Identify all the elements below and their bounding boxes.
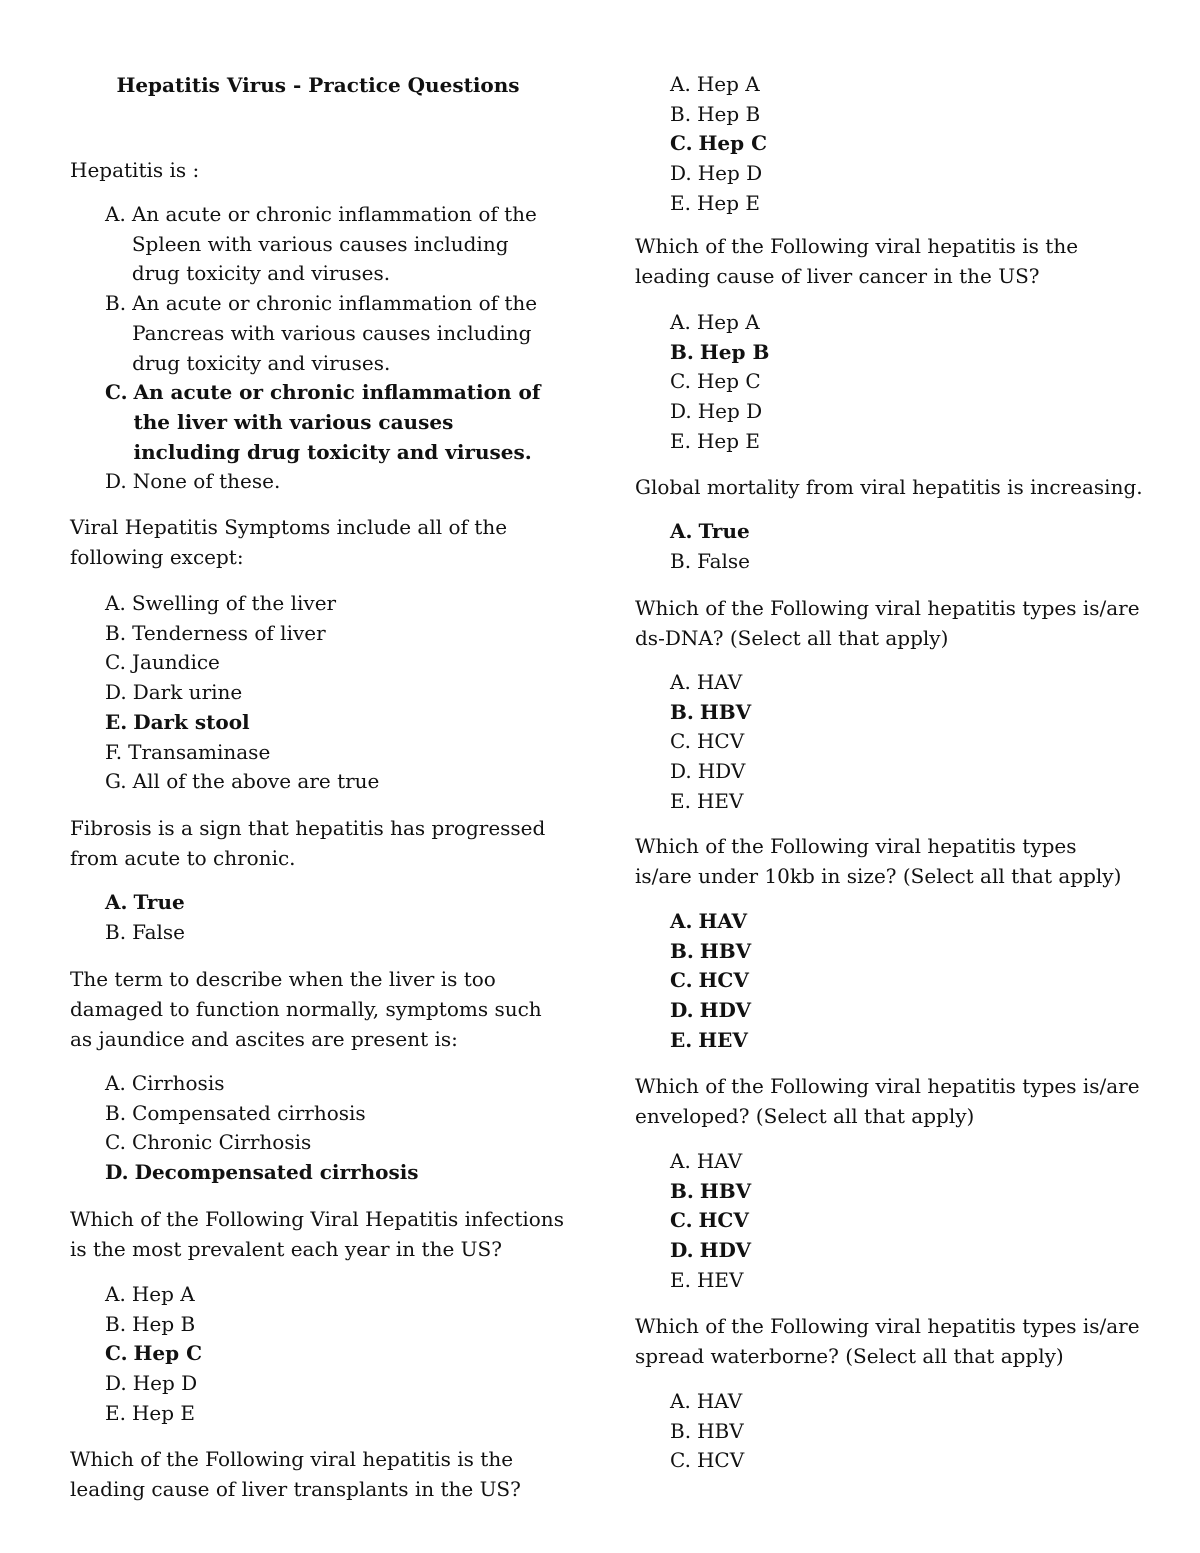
answer-option: [105, 1399, 550, 1429]
question-text: Hepatitis is :: [70, 158, 200, 182]
answer-option: [670, 189, 1115, 219]
page-title: Hepatitis Virus - Practice Questions: [116, 73, 520, 97]
answer-option: [105, 289, 550, 378]
option-letter: C.: [105, 1130, 126, 1155]
option-letter: B.: [670, 938, 694, 963]
answer-option: [105, 1369, 550, 1399]
option-text: HEV: [696, 788, 744, 813]
answer-options-list: [670, 308, 1115, 457]
correct-answer-option: [670, 1026, 1115, 1056]
question-text: Which of the Following viral hepatitis types is/are spread waterborne? (Select all that apply): [635, 1314, 1140, 1368]
option-text: Hep B: [132, 1311, 196, 1336]
option-letter: A.: [670, 1149, 691, 1173]
option-letter: C.: [670, 729, 691, 754]
option-text: True: [133, 890, 185, 914]
correct-answer-option: [105, 708, 550, 738]
answer-option: [105, 678, 550, 708]
option-text: HAV: [696, 1389, 743, 1413]
option-text: HBV: [697, 1418, 744, 1443]
option-letter: D.: [105, 1371, 127, 1396]
option-text: Hep D: [697, 399, 763, 424]
option-text: HEV: [698, 1027, 748, 1052]
answer-option: [105, 1280, 550, 1310]
answer-option: [105, 467, 550, 497]
option-letter: D.: [670, 1238, 694, 1263]
answer-options-list: [670, 1147, 1115, 1296]
option-text: HBV: [699, 699, 752, 724]
answer-options-list: [105, 1280, 550, 1429]
option-letter: C.: [670, 131, 693, 156]
option-letter: A.: [105, 1071, 126, 1095]
option-letter: A.: [670, 72, 691, 96]
option-letter: D.: [670, 998, 694, 1023]
option-letter: E.: [105, 1400, 126, 1425]
option-text: HDV: [699, 1238, 751, 1263]
answer-option: [670, 1446, 1115, 1476]
option-text: Dark urine: [132, 680, 243, 705]
question-text: Fibrosis is a sign that hepatitis has progressed from acute to chronic.: [70, 816, 546, 870]
option-text: HAV: [696, 670, 743, 694]
answer-option: [105, 589, 550, 619]
answer-option: [105, 200, 550, 289]
option-text: None of these.: [132, 469, 281, 494]
answer-option: [670, 427, 1115, 457]
question-text: Which of the Following viral hepatitis types is/are under 10kb in size? (Select all that apply): [635, 834, 1122, 888]
answer-option: [670, 547, 1115, 577]
option-letter: E.: [105, 709, 128, 734]
answer-option: [670, 367, 1115, 397]
option-letter: A.: [670, 519, 693, 543]
option-letter: D.: [105, 680, 127, 705]
option-letter: B.: [105, 1311, 127, 1336]
option-text: HBV: [699, 938, 752, 963]
option-letter: B.: [105, 919, 127, 944]
option-letter: E.: [670, 1027, 693, 1052]
option-letter: A.: [670, 670, 691, 694]
option-text: Transaminase: [128, 739, 271, 764]
option-text: Dark stool: [133, 709, 250, 734]
option-letter: E.: [670, 190, 691, 215]
correct-answer-option: [105, 1339, 550, 1369]
option-text: Hep A: [696, 310, 760, 334]
correct-answer-option: [670, 996, 1115, 1026]
option-letter: B.: [670, 1178, 694, 1203]
option-text: HBV: [699, 1178, 752, 1203]
option-letter: E.: [670, 428, 691, 453]
option-text: HEV: [696, 1267, 744, 1292]
option-letter: A.: [105, 1282, 126, 1306]
answer-option: [670, 1417, 1115, 1447]
option-text: Jaundice: [131, 650, 220, 675]
option-letter: A.: [670, 310, 691, 334]
option-text: Compensated cirrhosis: [132, 1100, 366, 1125]
answer-option: [670, 757, 1115, 787]
option-text: Hep D: [697, 161, 763, 186]
option-letter: B.: [670, 339, 694, 364]
option-text: Chronic Cirrhosis: [131, 1130, 312, 1155]
option-text: HCV: [696, 729, 745, 754]
answer-option: [105, 918, 550, 948]
question-text: Which of the Following viral hepatitis types is/are enveloped? (Select all that apply): [635, 1074, 1140, 1128]
option-text: HDV: [699, 998, 751, 1023]
option-text: False: [132, 919, 186, 944]
option-text: Hep C: [133, 1341, 203, 1366]
question-text: Viral Hepatitis Symptoms include all of the following except:: [70, 515, 508, 569]
correct-answer-option: [670, 907, 1115, 937]
correct-answer-option: [105, 1158, 550, 1188]
option-text: Hep B: [699, 339, 770, 364]
option-text: Hep B: [697, 101, 761, 126]
answer-options-list: [670, 907, 1115, 1056]
answer-option: [670, 1387, 1115, 1417]
option-letter: C.: [105, 1341, 128, 1366]
answer-option: [670, 787, 1115, 817]
answer-option: [105, 1128, 550, 1158]
option-text: Hep A: [131, 1282, 195, 1306]
option-text: Hep E: [696, 190, 761, 215]
answer-options-list: [105, 888, 550, 947]
answer-options-list: [670, 1387, 1115, 1476]
option-letter: A.: [670, 909, 693, 933]
answer-option: [105, 619, 550, 649]
option-text: True: [698, 519, 750, 543]
correct-answer-option: [670, 966, 1115, 996]
correct-answer-option: [670, 1206, 1115, 1236]
answer-option: [105, 738, 550, 768]
answer-option: [105, 1069, 550, 1099]
option-text: HDV: [697, 759, 746, 784]
answer-option: [670, 1266, 1115, 1296]
answer-option: [670, 397, 1115, 427]
option-text: Hep E: [131, 1400, 196, 1425]
answer-option: [670, 100, 1115, 130]
answer-option: [105, 1099, 550, 1129]
option-letter: F.: [105, 739, 123, 764]
question-text: Which of the Following viral hepatitis is the leading cause of liver cancer in the US?: [635, 234, 1079, 288]
option-letter: B.: [670, 101, 692, 126]
question-text: Which of the Following Viral Hepatitis infections is the most prevalent each year in the US?: [70, 1207, 564, 1261]
option-letter: C.: [670, 1448, 691, 1473]
option-text: An acute or chronic inflammation of the Spleen with various causes including drug toxicity and viruses.: [131, 202, 537, 286]
correct-answer-option: [670, 937, 1115, 967]
answer-options-list: [670, 668, 1115, 817]
option-letter: D.: [105, 1160, 129, 1185]
option-text: HAV: [698, 909, 747, 933]
option-letter: B.: [670, 1418, 692, 1443]
option-letter: D.: [105, 469, 127, 494]
option-letter: G.: [105, 769, 127, 794]
option-text: Swelling of the liver: [131, 591, 337, 615]
correct-answer-option: [670, 698, 1115, 728]
option-letter: A.: [670, 1389, 691, 1413]
option-text: Cirrhosis: [131, 1071, 225, 1095]
option-letter: C.: [105, 380, 128, 405]
option-letter: B.: [105, 620, 127, 645]
option-letter: C.: [105, 650, 126, 675]
correct-answer-option: [670, 517, 1115, 547]
option-letter: A.: [105, 202, 126, 226]
option-text: HCV: [698, 968, 749, 993]
option-text: HCV: [698, 1208, 749, 1233]
correct-answer-option: [105, 888, 550, 918]
answer-options-list: [105, 200, 550, 497]
correct-answer-option: [105, 378, 550, 467]
answer-options-list: [105, 1069, 550, 1188]
option-text: Hep C: [698, 131, 768, 156]
answer-options-list: [670, 517, 1115, 576]
option-letter: B.: [105, 1100, 127, 1125]
answer-option: [670, 308, 1115, 338]
option-text: False: [697, 548, 751, 573]
option-letter: B.: [105, 291, 127, 316]
option-text: Hep D: [132, 1371, 198, 1396]
question-text: Global mortality from viral hepatitis is increasing.: [635, 475, 1143, 499]
option-letter: E.: [670, 1267, 691, 1292]
option-letter: C.: [670, 968, 693, 993]
option-text: Decompensated cirrhosis: [134, 1160, 419, 1185]
question-text: Which of the Following viral hepatitis types is/are ds-DNA? (Select all that apply): [635, 596, 1140, 650]
answer-option: [670, 668, 1115, 698]
option-text: All of the above are true: [132, 769, 380, 794]
option-letter: A.: [105, 591, 126, 615]
option-letter: D.: [670, 759, 692, 784]
answer-option: [105, 648, 550, 678]
option-text: Tenderness of liver: [132, 620, 326, 645]
correct-answer-option: [670, 1236, 1115, 1266]
option-letter: B.: [670, 699, 694, 724]
option-text: An acute or chronic inflammation of the liver with various causes including drug toxicity and viruses.: [133, 380, 541, 464]
question-text: Which of the Following viral hepatitis is the leading cause of liver transplants in the US?: [70, 1447, 521, 1501]
answer-option: [670, 159, 1115, 189]
option-letter: E.: [670, 788, 691, 813]
option-letter: C.: [670, 1208, 693, 1233]
correct-answer-option: [670, 1177, 1115, 1207]
answer-option: [670, 70, 1115, 100]
answer-options-list: [105, 589, 550, 797]
correct-answer-option: [670, 129, 1115, 159]
answer-option: [670, 727, 1115, 757]
correct-answer-option: [670, 338, 1115, 368]
option-text: HAV: [696, 1149, 743, 1173]
option-text: HCV: [696, 1448, 745, 1473]
answer-option: [105, 1310, 550, 1340]
option-text: Hep E: [696, 428, 761, 453]
option-letter: A.: [105, 890, 128, 914]
option-letter: D.: [670, 161, 692, 186]
option-text: Hep C: [696, 369, 761, 394]
option-letter: C.: [670, 369, 691, 394]
option-text: An acute or chronic inflammation of the Pancreas with various causes including drug toxicity and viruses.: [132, 291, 538, 375]
option-letter: B.: [670, 548, 692, 573]
answer-options-list: [670, 70, 1115, 219]
option-letter: D.: [670, 399, 692, 424]
option-text: Hep A: [696, 72, 760, 96]
answer-option: [670, 1147, 1115, 1177]
question-text: The term to describe when the liver is too damaged to function normally, symptoms such as jaundice and ascites are present is:: [70, 967, 542, 1051]
answer-option: [105, 767, 550, 797]
